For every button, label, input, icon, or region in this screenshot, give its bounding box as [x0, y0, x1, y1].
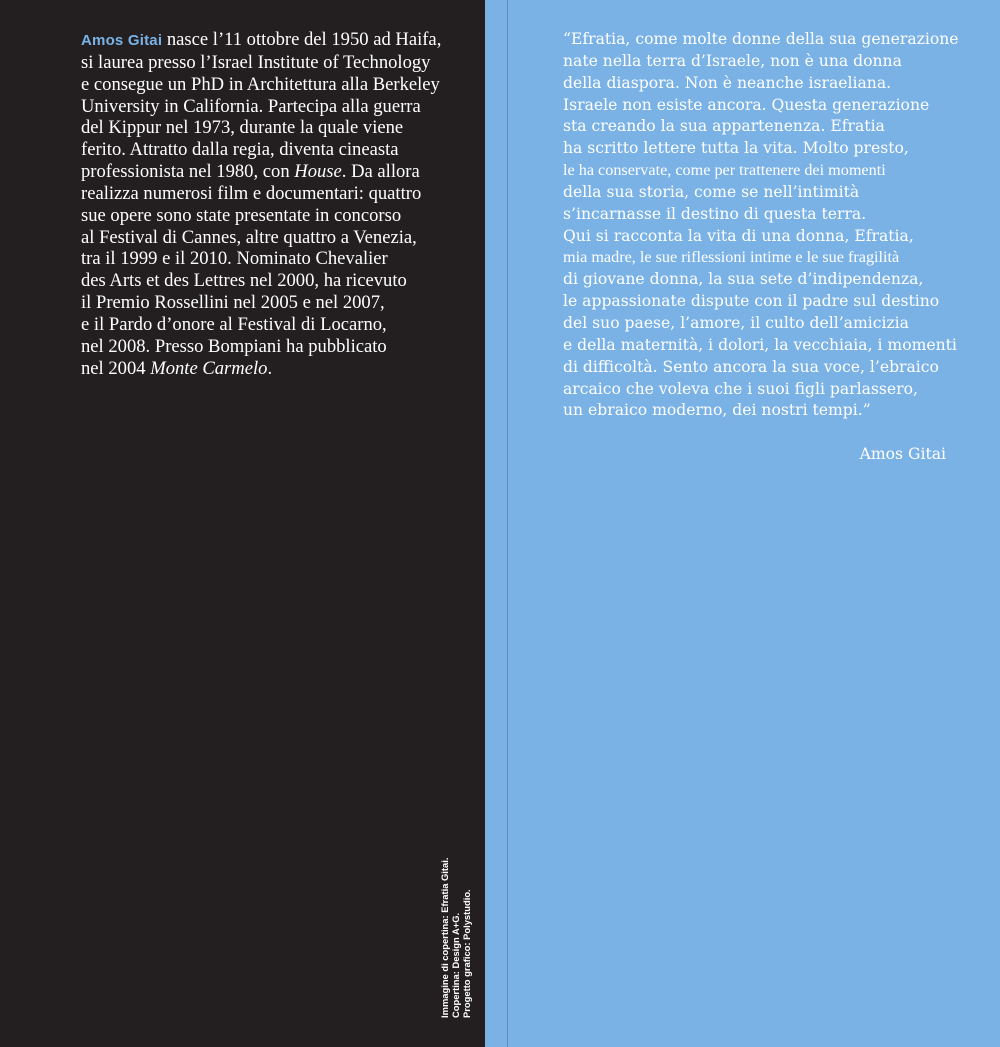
- bio-line: si laurea presso l’Israel Institute of Technology: [81, 51, 431, 73]
- bio-line: realizza numerosi film e documentari: quattro: [81, 182, 422, 204]
- book-title: Monte Carmelo: [150, 357, 268, 379]
- author-quote: [563, 29, 963, 422]
- cover-credits: [440, 858, 472, 1018]
- bio-line: e consegue un PhD in Architettura alla Berkeley: [81, 73, 440, 95]
- bio-text: nel 2004: [81, 357, 151, 379]
- bio-text: .: [267, 357, 273, 379]
- quote-line: di giovane donna, la sua sete d’indipendenza,: [563, 270, 924, 289]
- bio-line: nel 2008. Presso Bompiani ha pubblicato: [81, 335, 387, 357]
- quote-line: le appassionate dispute con il padre sul destino: [563, 292, 940, 311]
- quote-line: arcaico che voleva che i suoi figli parlassero,: [563, 379, 918, 398]
- bio-line: des Arts et des Lettres nel 2000, ha ricevuto: [81, 270, 407, 292]
- bio-line: del Kippur nel 1973, durante la quale viene: [81, 117, 404, 139]
- quote-line: del suo paese, l’amore, il culto dell’amicizia: [563, 313, 909, 332]
- quote-line: della sua storia, come se nell’intimità: [563, 182, 860, 201]
- quote-line: mia madre, le sue riflessioni intime e le sue fragilità: [563, 248, 900, 267]
- quote-line: “Efratia, come molte donne della sua generazione: [563, 30, 959, 48]
- bio-line: ferito. Attratto dalla regia, diventa cineasta: [81, 139, 399, 161]
- bio-text: professionista nel 1980, con: [81, 161, 295, 183]
- quote-line: ha scritto lettere tutta la vita. Molto presto,: [563, 139, 909, 158]
- quote-line: della diaspora. Non è neanche israeliana.: [563, 73, 892, 92]
- quote-line: di difficoltà. Sento ancora la sua voce, l’ebraico: [563, 357, 939, 376]
- credit-line: Immagine di copertina: Efratia Gitai.: [439, 857, 450, 1018]
- quote-line: Qui si racconta la vita di una donna, Efratia,: [563, 226, 914, 245]
- credit-line: Copertina: Design A+G.: [449, 912, 461, 1018]
- bio-line: al Festival di Cannes, altre quattro a Venezia,: [81, 226, 417, 248]
- author-biography: [81, 29, 481, 380]
- bio-line: sue opere sono state presentate in concorso: [81, 204, 402, 226]
- quote-line: s’incarnasse il destino di questa terra.: [563, 204, 867, 223]
- bio-line: [81, 29, 481, 52]
- film-title: House: [294, 161, 342, 183]
- quote-line: nate nella terra d’Israele, non è una donna: [563, 51, 902, 70]
- bio-line: [81, 161, 481, 183]
- quote-signature: Amos Gitai: [859, 445, 946, 463]
- fold-line: [507, 0, 508, 1047]
- credit-line: Progetto grafico: Polystudio.: [460, 889, 472, 1018]
- quote-line: le ha conservate, come per trattenere dei momenti: [563, 161, 886, 180]
- author-name: Amos Gitai: [81, 32, 163, 49]
- quote-line: Israele non esiste ancora. Questa generazione: [563, 95, 930, 114]
- bio-line: University in California. Partecipa alla guerra: [81, 95, 421, 117]
- bio-line: [81, 358, 481, 380]
- bio-line: e il Pardo d’onore al Festival di Locarno,: [81, 313, 387, 335]
- bio-line: il Premio Rossellini nel 2005 e nel 2007,: [81, 292, 385, 314]
- quote-line: un ebraico moderno, dei nostri tempi.”: [563, 401, 871, 420]
- quote-line: sta creando la sua appartenenza. Efratia: [563, 117, 885, 136]
- quote-line: e della maternità, i dolori, la vecchiaia, i momenti: [563, 335, 957, 354]
- bio-line: tra il 1999 e il 2010. Nominato Chevalier: [81, 248, 388, 270]
- bio-text: . Da allora: [341, 161, 420, 183]
- bio-text: nasce l’11 ottobre del 1950 ad Haifa,: [162, 29, 442, 50]
